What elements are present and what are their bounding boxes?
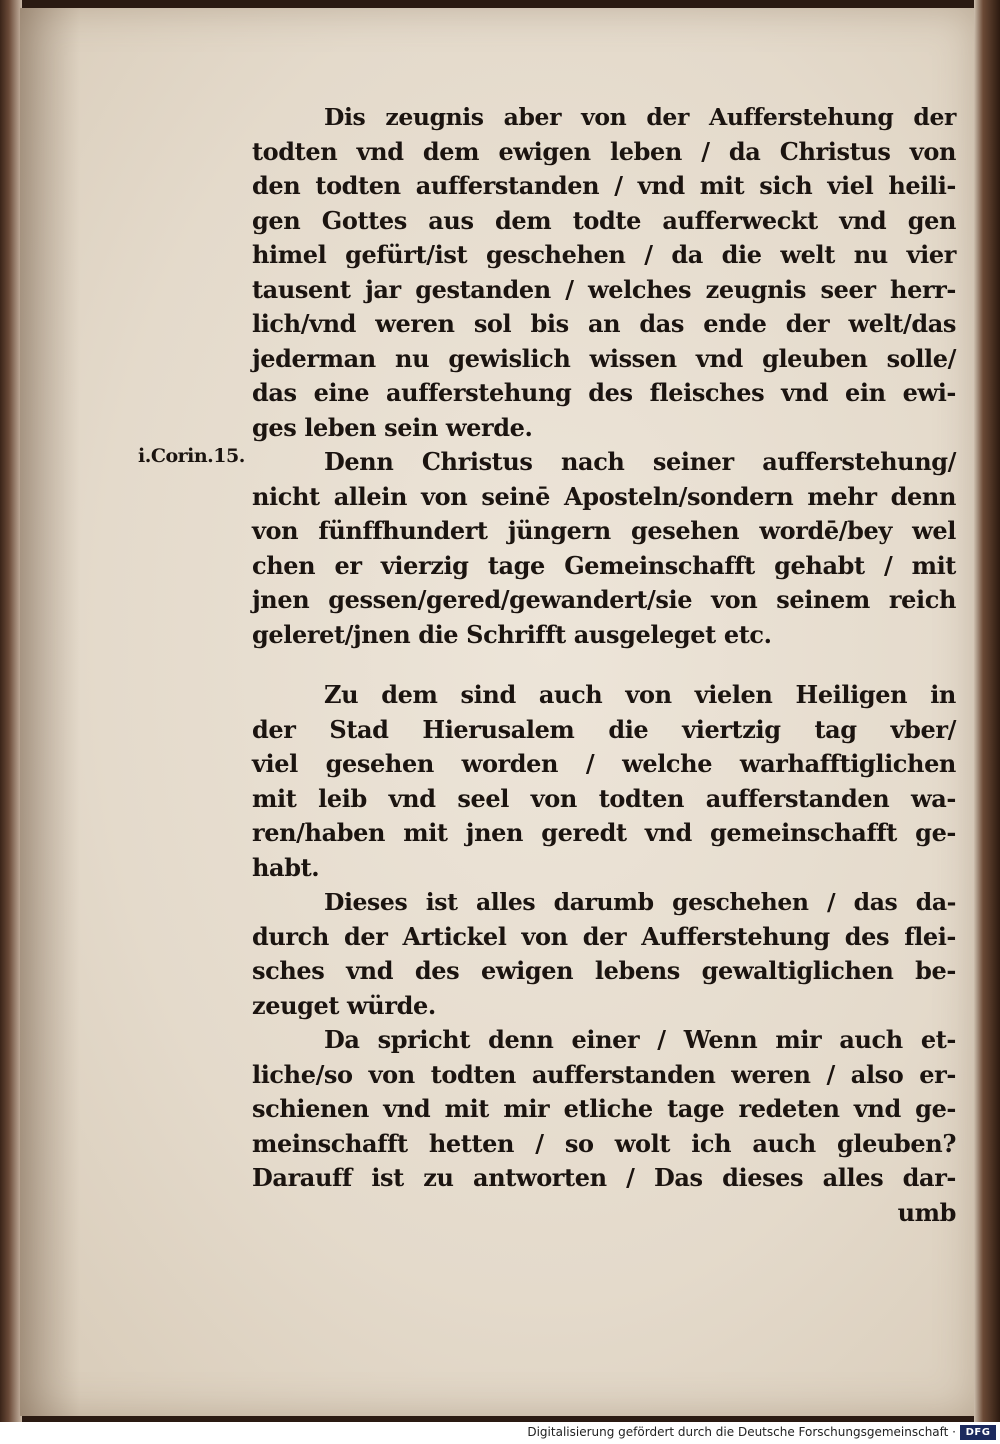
paragraph — [252, 1023, 956, 1196]
paragraph — [252, 445, 956, 652]
text-line: meinschafft hetten / so wolt ich auch gleuben? — [252, 1128, 956, 1158]
text-line: lich/vnd weren sol bis an das ende der welt/das — [252, 309, 956, 338]
text-line: Darauff ist zu antworten / Das dieses alles dar- — [252, 1163, 956, 1192]
text-line: der Stad Hierusalem die viertzig tag vber/ — [252, 714, 956, 744]
text-line: sches vnd des ewigen lebens gewaltiglichen be- — [252, 956, 956, 985]
text-line: himel gefürt/ist geschehen / da die welt nu vier — [252, 240, 956, 269]
text-line: Da spricht denn einer / Wenn mir auch et- — [324, 1025, 956, 1054]
funding-notice: Digitalisierung gefördert durch die Deutsche Forschungsgemeinschaft · — [527, 1425, 956, 1439]
text-line: ren/haben mit jnen geredt vnd gemeinschafft ge- — [252, 818, 956, 847]
text-line: mit leib vnd seel von todten aufferstanden wa- — [252, 783, 956, 813]
text-line: tausent jar gestanden / welches zeugnis seer herr- — [252, 274, 956, 304]
paragraph — [252, 678, 956, 885]
text-line: gen Gottes aus dem todte aufferweckt vnd gen — [252, 205, 956, 235]
text-line: ges leben sein werde. — [252, 412, 533, 442]
text-line: Zu dem sind auch von vielen Heiligen in — [324, 680, 956, 709]
text-line: Dieses ist alles darumb geschehen / das da- — [324, 888, 956, 916]
text-line: durch der Artickel von der Aufferstehung des flei- — [252, 921, 956, 951]
digitization-footer — [0, 1422, 1000, 1444]
text-line: Dis zeugnis aber von der Aufferstehung der — [324, 103, 956, 131]
text-line: habt. — [252, 852, 320, 882]
paragraph — [252, 885, 956, 1023]
margin-note: i.Corin.15. — [138, 445, 245, 467]
text-line: jederman nu gewislich wissen vnd gleuben solle/ — [252, 343, 956, 373]
text-line: nicht allein von seinē Aposteln/sondern mehr denn — [252, 481, 956, 511]
text-line: den todten aufferstanden / vnd mit sich viel heili- — [252, 171, 956, 200]
dfg-logo: DFG — [960, 1425, 996, 1440]
text-line: geleret/jnen die Schrifft ausgeleget etc. — [252, 619, 772, 649]
text-line: jnen gessen/gered/gewandert/sie von seinem reich — [252, 585, 956, 614]
text-line: schienen vnd mit mir etliche tage redeten vnd ge- — [252, 1094, 956, 1123]
book-edge-right — [974, 0, 1000, 1422]
text-line: todten vnd dem ewigen leben / da Christus von — [252, 136, 956, 166]
text-line: viel gesehen worden / welche warhafftiglichen — [252, 749, 956, 778]
text-line: von fünffhundert jüngern gesehen wordē/bey wel — [252, 516, 956, 545]
text-line: chen er vierzig tage Gemeinschafft gehabt / mit — [252, 550, 956, 580]
text-line: liche/so von todten aufferstanden weren / also er- — [252, 1059, 956, 1089]
paragraph-gap — [252, 652, 956, 678]
book-edge-left — [0, 0, 22, 1422]
paragraph — [252, 100, 956, 445]
text-line: zeuget würde. — [252, 990, 436, 1020]
text-line: das eine aufferstehung des fleisches vnd ein ewi- — [252, 378, 956, 407]
catchword: umb — [897, 1197, 956, 1227]
text-line: Denn Christus nach seiner aufferstehung/ — [324, 447, 956, 476]
main-text — [252, 100, 956, 1230]
